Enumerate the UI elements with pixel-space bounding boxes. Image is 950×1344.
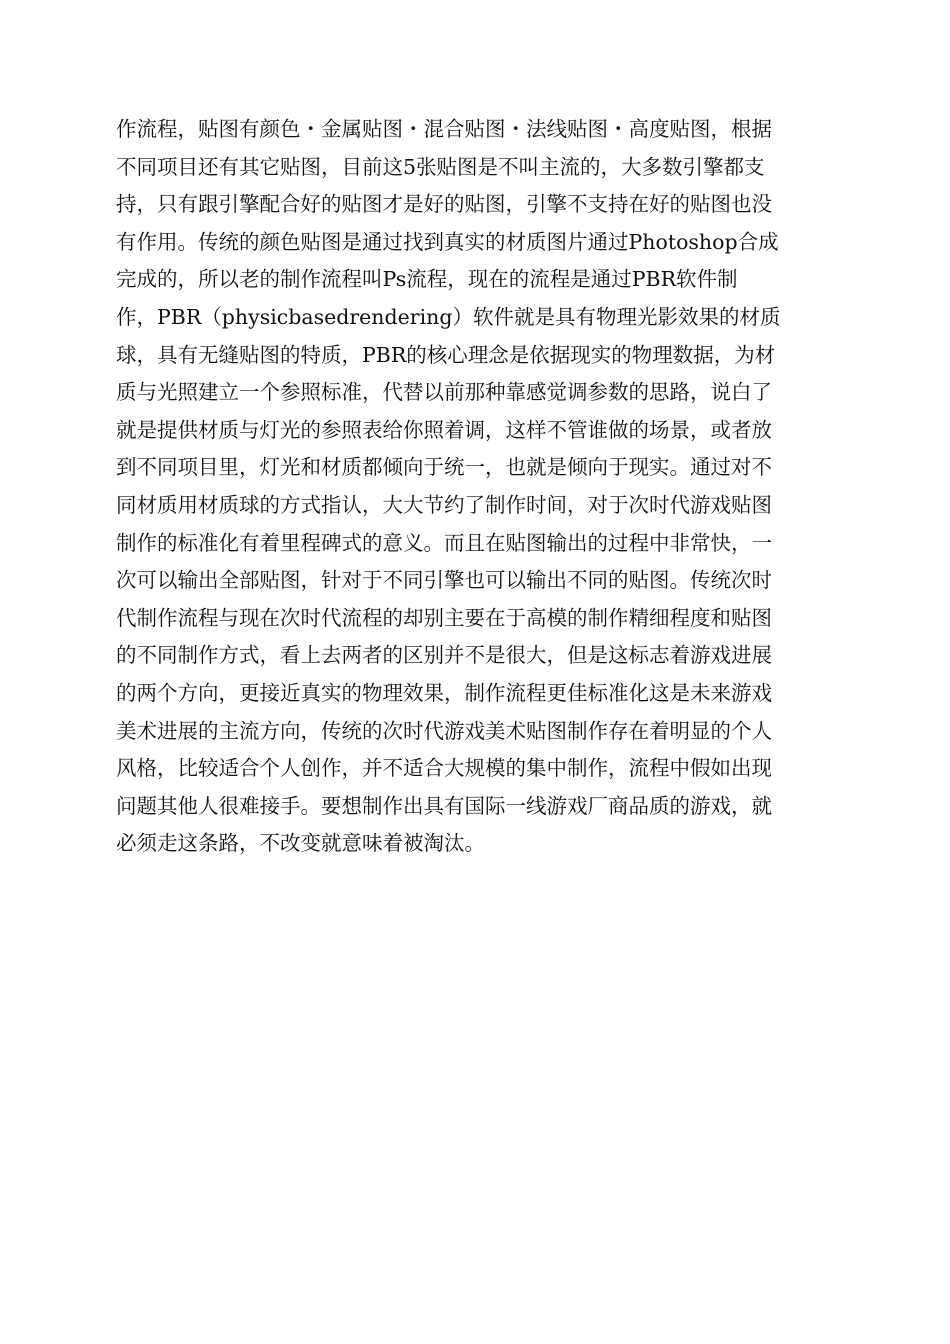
paragraph-line: 到不同项目里，灯光和材质都倾向于统一，也就是倾向于现实。通过对不	[116, 455, 772, 480]
paragraph-line: 同材质用材质球的方式指认，大大节约了制作时间，对于次时代游戏贴图	[116, 492, 772, 517]
paragraph-line: 的两个方向，更接近真实的物理效果，制作流程更佳标准化这是未来游戏	[116, 680, 772, 705]
body-paragraph	[116, 111, 836, 863]
paragraph-line: 作，PBR（physicbasedrendering）软件就是具有物理光影效果的材质	[116, 304, 781, 329]
paragraph-line: 就是提供材质与灯光的参照表给你照着调，这样不管谁做的场景，或者放	[116, 417, 772, 442]
paragraph-line: 球，具有无缝贴图的特质，PBR的核心理念是依据现实的物理数据，为材	[116, 342, 776, 367]
paragraph-line: 持，只有跟引擎配合好的贴图才是好的贴图，引擎不支持在好的贴图也没	[116, 192, 772, 217]
paragraph-line: 有作用。传统的颜色贴图是通过找到真实的材质图片通过Photoshop合成	[116, 229, 779, 254]
paragraph-line: 作流程，贴图有颜色・金属贴图・混合贴图・法线贴图・高度贴图，根据	[116, 117, 772, 141]
paragraph-line: 风格，比较适合个人创作，并不适合大规模的集中制作，流程中假如出现	[116, 756, 772, 781]
paragraph-line: 完成的，所以老的制作流程叫Ps流程，现在的流程是通过PBR软件制	[116, 267, 738, 292]
paragraph-line: 次可以输出全部贴图，针对于不同引擎也可以输出不同的贴图。传统次时	[116, 568, 772, 593]
paragraph-line: 问题其他人很难接手。要想制作出具有国际一线游戏厂商品质的游戏，就	[116, 793, 772, 818]
paragraph-line: 必须走这条路，不改变就意味着被淘汰。	[116, 831, 485, 856]
paragraph-line: 代制作流程与现在次时代流程的却别主要在于高模的制作精细程度和贴图	[116, 605, 772, 630]
paragraph-line: 不同项目还有其它贴图，目前这5张贴图是不叫主流的，大多数引擎都支	[116, 154, 765, 179]
paragraph-line: 的不同制作方式，看上去两者的区别并不是很大，但是这标志着游戏进展	[116, 643, 772, 668]
paragraph-line: 美术进展的主流方向，传统的次时代游戏美术贴图制作存在着明显的个人	[116, 718, 772, 743]
paragraph-line: 制作的标准化有着里程碑式的意义。而且在贴图输出的过程中非常快，一	[116, 530, 772, 555]
paragraph-line: 质与光照建立一个参照标准，代替以前那种靠感觉调参数的思路，说白了	[116, 380, 772, 405]
